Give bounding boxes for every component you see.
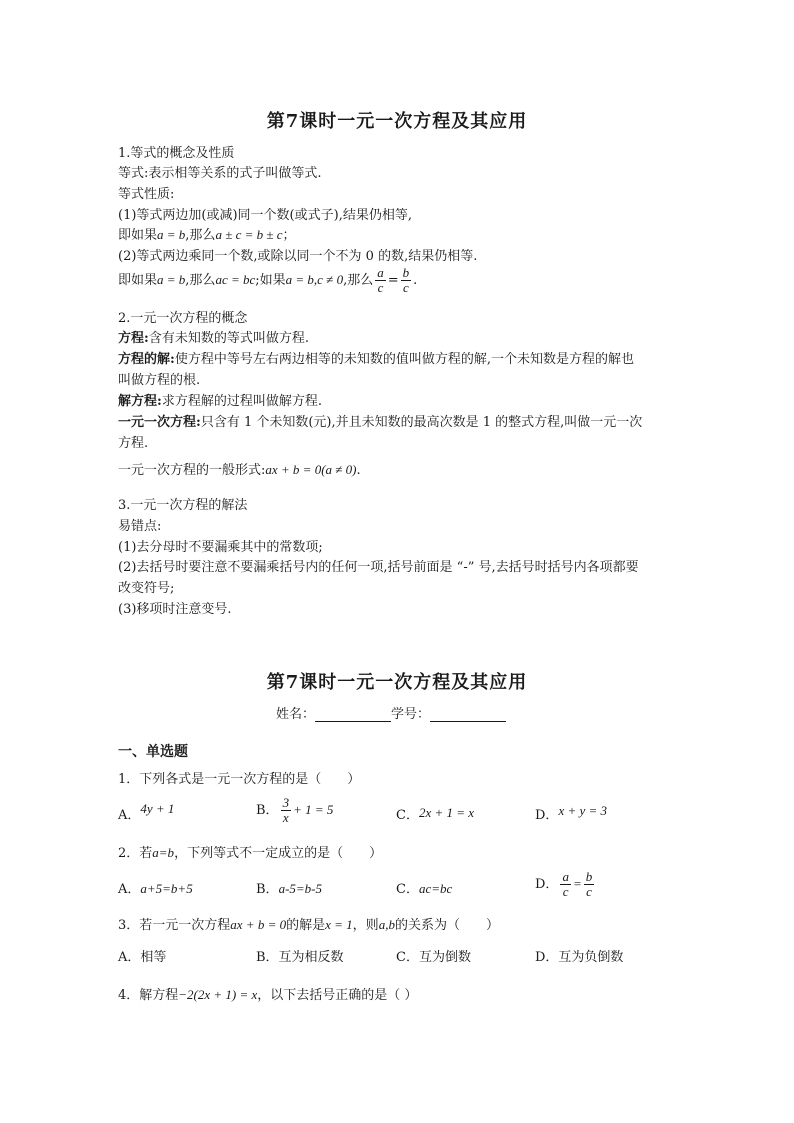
property-2-formula xyxy=(118,266,417,295)
property-1: (1)等式两边加(或减)同一个数(或式子),结果仍相等, xyxy=(118,208,412,223)
math: x = 1 xyxy=(325,917,353,932)
q3-option-b[interactable]: B．互为相反数 xyxy=(256,950,344,965)
math: −2(2x + 1) = x xyxy=(178,987,258,1002)
math: ac=bc xyxy=(418,881,453,896)
math: 2x + 1 = x xyxy=(418,805,475,820)
text: ，下列等式不一定成立的是（ ） xyxy=(174,846,383,861)
text: 3．若一元一次方程 xyxy=(118,918,231,933)
text: 只含有 1 个未知数(元),并且未知数的最高次数是 1 的整式方程,叫做一元一次 xyxy=(200,415,643,430)
section-single-choice: 一、单选题 xyxy=(118,744,188,760)
question-2 xyxy=(118,842,382,861)
property-1-formula xyxy=(118,224,296,243)
question-3 xyxy=(118,914,499,933)
pitfall-2: (2)去括号时要注意不要漏乘括号内的任何一项,括号前面是 “-” 号,去括号时括号内各项都要 xyxy=(118,560,639,575)
fraction xyxy=(560,870,571,899)
option-label: C． xyxy=(396,808,419,823)
text: 求方程解的过程叫做解方程. xyxy=(161,394,322,409)
q3-option-d[interactable]: D．互为负倒数 xyxy=(535,950,624,965)
def-equation xyxy=(118,327,309,346)
def-solution-cont: 叫做方程的根. xyxy=(118,373,201,388)
denominator: c xyxy=(402,280,409,295)
denominator: c xyxy=(562,884,569,899)
section-1-heading: 1.等式的概念及性质 xyxy=(118,146,235,161)
q2-option-d[interactable] xyxy=(535,870,596,899)
worksheet-title: 第7课时一元一次方程及其应用 xyxy=(266,672,528,693)
general-form xyxy=(118,459,361,478)
id-field[interactable] xyxy=(430,707,506,722)
numerator: b xyxy=(585,869,593,884)
text: 一元一次方程的一般形式: xyxy=(118,463,266,478)
math: a,b xyxy=(378,917,395,932)
q2-option-b[interactable] xyxy=(256,878,322,897)
math: a = b xyxy=(157,227,186,242)
section-2-heading: 2.一元一次方程的概念 xyxy=(118,311,248,326)
question-1: 1．下列各式是一元一次方程的是（ ） xyxy=(118,772,361,787)
math: a+5=b+5 xyxy=(140,881,193,896)
option-label: C． xyxy=(396,882,419,897)
question-4 xyxy=(118,984,417,1003)
denominator: x xyxy=(282,810,289,825)
option-label: B． xyxy=(256,882,279,897)
text: . xyxy=(413,273,418,288)
pitfalls-label: 易错点: xyxy=(118,519,162,534)
math: ax + b = 0 xyxy=(230,917,287,932)
term: 一元一次方程: xyxy=(118,415,201,430)
numerator: a xyxy=(377,265,384,280)
pitfall-1: (1)去分母时不要漏乘其中的常数项; xyxy=(118,540,323,555)
id-label: 学号： xyxy=(391,707,431,722)
math: 4y + 1 xyxy=(140,801,175,816)
def-linear-equation-cont: 方程. xyxy=(118,436,149,451)
section-3-heading: 3.一元一次方程的解法 xyxy=(118,498,248,513)
math: = xyxy=(572,876,582,891)
text: ； xyxy=(282,228,296,243)
name-label: 姓名： xyxy=(276,707,316,722)
q1-option-b[interactable] xyxy=(256,796,333,825)
math: a = b xyxy=(157,272,186,287)
option-label: D． xyxy=(535,877,559,892)
property-2: (2)等式两边乘同一个数,或除以同一个不为 0 的数,结果仍相等. xyxy=(118,249,478,264)
def-solving xyxy=(118,390,322,409)
denominator: c xyxy=(586,884,592,899)
math: a ± c = b ± c xyxy=(215,227,283,242)
text: 即如果 xyxy=(118,273,158,288)
q1-option-d[interactable] xyxy=(535,804,607,823)
equation-properties-label: 等式性质: xyxy=(118,187,175,202)
q3-option-c[interactable]: C．互为倒数 xyxy=(396,950,471,965)
text: ,那么 xyxy=(185,228,216,243)
text: ;如果 xyxy=(255,273,286,288)
term: 方程: xyxy=(118,331,149,346)
def-solution xyxy=(118,348,634,367)
numerator: 3 xyxy=(282,795,290,810)
text: ,那么 xyxy=(185,273,216,288)
numerator: a xyxy=(562,869,569,884)
text: . xyxy=(356,463,361,478)
fraction xyxy=(375,266,386,295)
pitfall-3: (3)移项时注意变号. xyxy=(118,602,232,617)
math: a-5=b-5 xyxy=(278,881,322,896)
fraction xyxy=(281,796,292,825)
option-label: D． xyxy=(535,808,559,823)
denominator: c xyxy=(377,280,384,295)
q1-option-c[interactable] xyxy=(396,804,474,823)
fraction xyxy=(584,870,595,899)
option-label: A． xyxy=(118,808,141,823)
text: ，以下去括号正确的是（ ） xyxy=(257,988,418,1003)
text: 4．解方程 xyxy=(118,988,179,1003)
text: ,那么 xyxy=(343,273,374,288)
math: a=b xyxy=(152,845,175,860)
text: 2．若 xyxy=(118,846,153,861)
math: ax + b = 0(a ≠ 0) xyxy=(265,462,357,477)
term: 方程的解: xyxy=(118,352,175,367)
fraction xyxy=(401,266,412,295)
option-label: B． xyxy=(256,803,279,818)
text: 使方程中等号左右两边相等的未知数的值叫做方程的解,一个未知数是方程的解也 xyxy=(174,352,634,367)
math: x + y = 3 xyxy=(558,803,608,818)
text: 含有未知数的等式叫做方程. xyxy=(148,331,309,346)
numerator: b xyxy=(402,265,410,280)
text: 的关系为（ ） xyxy=(394,918,499,933)
text: = xyxy=(387,273,399,288)
text: ，则 xyxy=(352,918,379,933)
text: 即如果 xyxy=(118,228,158,243)
name-field[interactable] xyxy=(315,707,391,722)
page-title: 第7课时一元一次方程及其应用 xyxy=(266,111,528,132)
text: 的解是 xyxy=(286,918,326,933)
student-info xyxy=(276,703,506,722)
equation-definition: 等式:表示相等关系的式子叫做等式. xyxy=(118,166,322,181)
math: a = b,c ≠ 0 xyxy=(285,272,344,287)
def-linear-equation xyxy=(118,411,642,430)
q2-option-c[interactable] xyxy=(396,878,452,897)
q3-option-a[interactable]: A．相等 xyxy=(118,950,167,965)
math: + 1 = 5 xyxy=(293,802,334,817)
q1-option-a[interactable] xyxy=(118,801,175,823)
pitfall-2-cont: 改变符号; xyxy=(118,581,175,596)
q2-option-a[interactable] xyxy=(118,878,193,897)
option-label: A． xyxy=(118,882,141,897)
math: ac = bc xyxy=(215,272,256,287)
term: 解方程: xyxy=(118,394,162,409)
